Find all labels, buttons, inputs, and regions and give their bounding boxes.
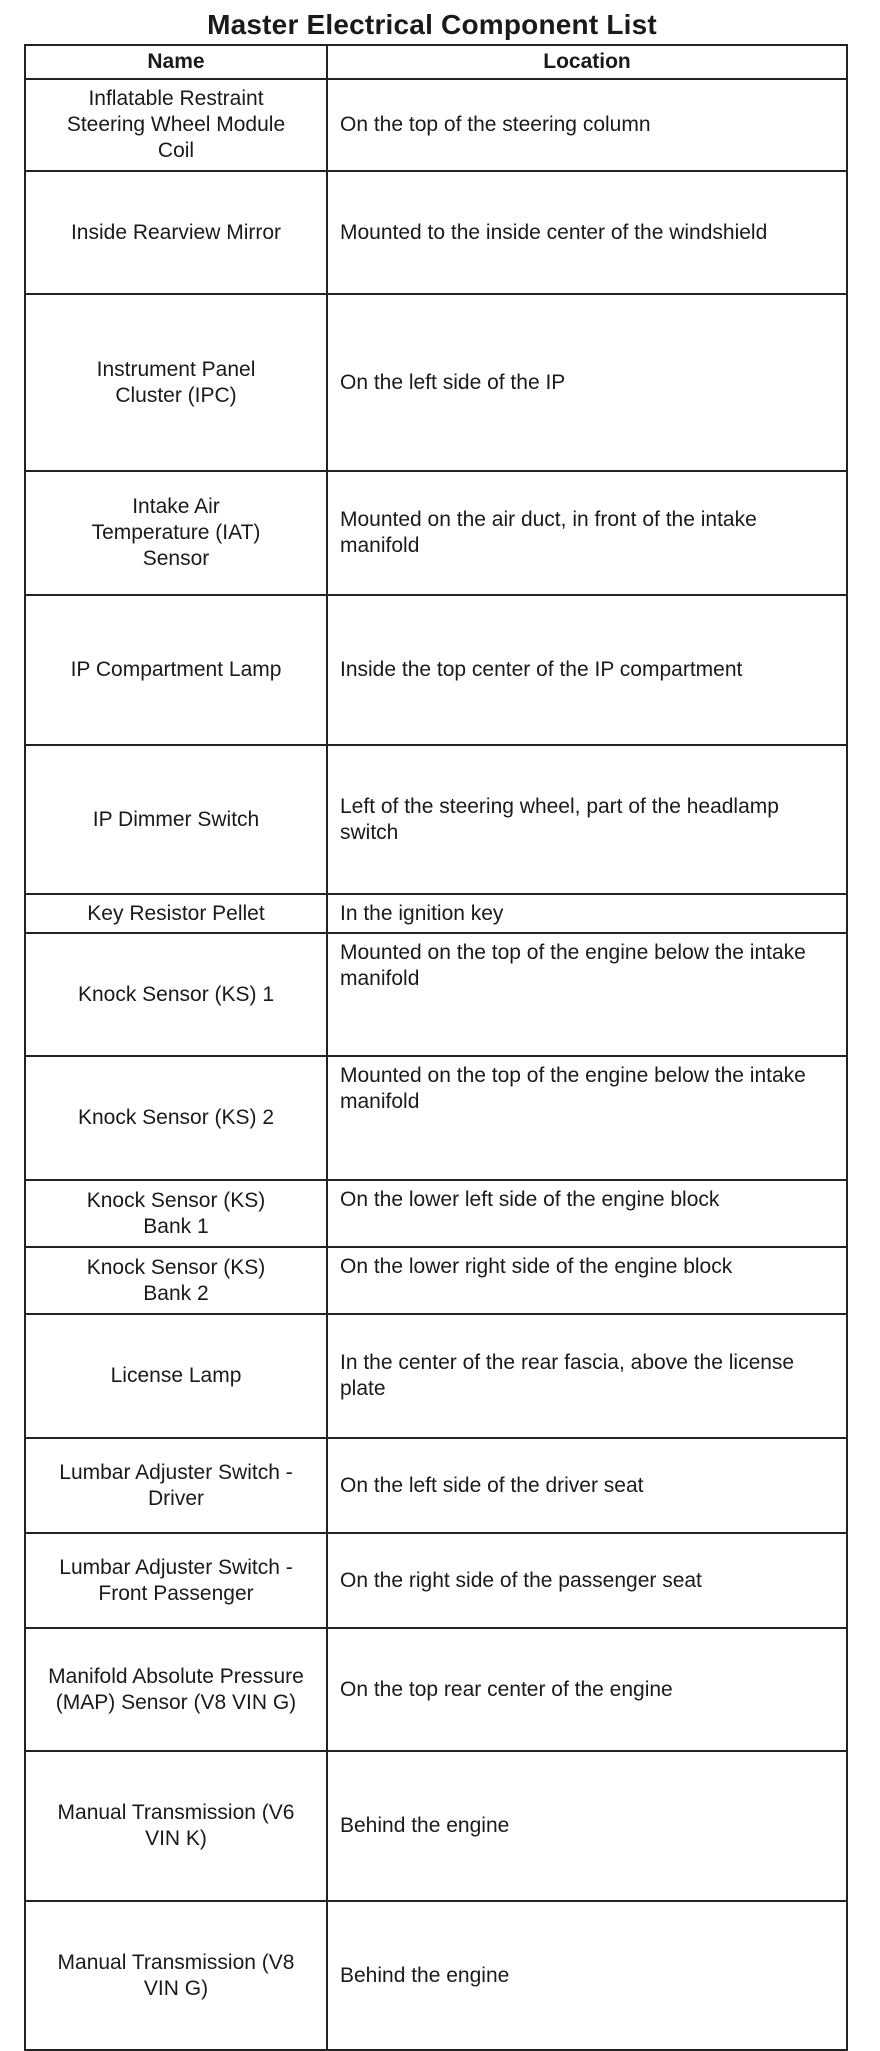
table-row bbox=[25, 1901, 847, 2050]
component-location: On the left side of the IP bbox=[327, 294, 847, 471]
table-row bbox=[25, 1314, 847, 1438]
component-name: IP Dimmer Switch bbox=[25, 745, 327, 894]
component-location: On the top rear center of the engine bbox=[327, 1628, 847, 1751]
component-location: Behind the engine bbox=[327, 1901, 847, 2050]
component-location: Inside the top center of the IP compartment bbox=[327, 595, 847, 745]
component-name: Lumbar Adjuster Switch - Front Passenger bbox=[25, 1533, 327, 1628]
component-name: Inside Rearview Mirror bbox=[25, 171, 327, 294]
component-name: Inflatable Restraint Steering Wheel Module Coil bbox=[25, 79, 327, 171]
component-location: Mounted on the top of the engine below the intake manifold bbox=[327, 1056, 847, 1180]
component-name: Manual Transmission (V6 VIN K) bbox=[25, 1751, 327, 1901]
column-header-location: Location bbox=[327, 45, 847, 79]
document-title: Master Electrical Component List bbox=[207, 9, 657, 40]
table-row bbox=[25, 171, 847, 294]
table-header-row bbox=[25, 45, 847, 79]
component-name: Intake Air Temperature (IAT) Sensor bbox=[25, 471, 327, 595]
component-table bbox=[24, 44, 848, 2051]
table-row bbox=[25, 1751, 847, 1901]
table-row bbox=[25, 595, 847, 745]
table-row bbox=[25, 1533, 847, 1628]
table-row bbox=[25, 745, 847, 894]
component-name: License Lamp bbox=[25, 1314, 327, 1438]
component-location: On the left side of the driver seat bbox=[327, 1438, 847, 1533]
component-name: IP Compartment Lamp bbox=[25, 595, 327, 745]
component-location: Mounted on the air duct, in front of the intake manifold bbox=[327, 471, 847, 595]
component-location: In the ignition key bbox=[327, 894, 847, 933]
table-row bbox=[25, 1438, 847, 1533]
component-name: Key Resistor Pellet bbox=[25, 894, 327, 933]
component-location: On the right side of the passenger seat bbox=[327, 1533, 847, 1628]
table-row bbox=[25, 471, 847, 595]
table-row bbox=[25, 933, 847, 1056]
table-row bbox=[25, 1247, 847, 1314]
component-name: Knock Sensor (KS) Bank 2 bbox=[25, 1247, 327, 1314]
component-location: Left of the steering wheel, part of the headlamp switch bbox=[327, 745, 847, 894]
table-row bbox=[25, 79, 847, 171]
component-location: On the lower left side of the engine block bbox=[327, 1180, 847, 1247]
component-location: In the center of the rear fascia, above the license plate bbox=[327, 1314, 847, 1438]
component-name: Instrument Panel Cluster (IPC) bbox=[25, 294, 327, 471]
component-name: Knock Sensor (KS) Bank 1 bbox=[25, 1180, 327, 1247]
component-name: Manual Transmission (V8 VIN G) bbox=[25, 1901, 327, 2050]
component-location: Behind the engine bbox=[327, 1751, 847, 1901]
column-header-name: Name bbox=[25, 45, 327, 79]
component-name: Knock Sensor (KS) 2 bbox=[25, 1056, 327, 1180]
component-name: Manifold Absolute Pressure (MAP) Sensor (V8 VIN G) bbox=[25, 1628, 327, 1751]
table-row bbox=[25, 1628, 847, 1751]
component-name: Lumbar Adjuster Switch - Driver bbox=[25, 1438, 327, 1533]
component-name: Knock Sensor (KS) 1 bbox=[25, 933, 327, 1056]
component-location: Mounted on the top of the engine below the intake manifold bbox=[327, 933, 847, 1056]
table-row bbox=[25, 294, 847, 471]
table-row bbox=[25, 1056, 847, 1180]
table-row bbox=[25, 1180, 847, 1247]
component-location: On the lower right side of the engine block bbox=[327, 1247, 847, 1314]
component-location: Mounted to the inside center of the windshield bbox=[327, 171, 847, 294]
component-location: On the top of the steering column bbox=[327, 79, 847, 171]
table-row bbox=[25, 894, 847, 933]
